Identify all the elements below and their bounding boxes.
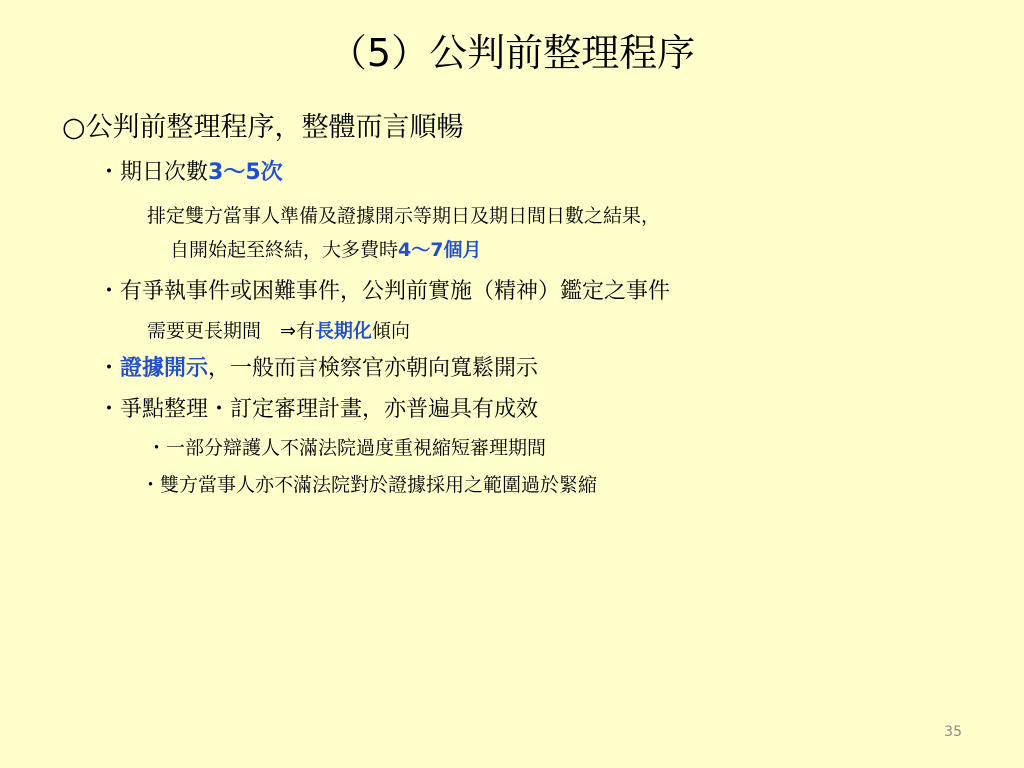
issue-arrangement-detail-1: ・一部分辯護人不滿法院過度重視縮短審理期間	[147, 437, 547, 459]
evidence-disclosure-text: ，一般而言検察官亦朝向寬鬆開示	[208, 356, 539, 381]
bullet-evidence-disclosure	[98, 354, 538, 384]
prolongation-highlight: 長期化	[314, 320, 372, 342]
hearing-duration-text: 自開始起至終結，大多費時	[170, 239, 399, 261]
hearing-duration-highlight: 4～7個月	[398, 239, 482, 261]
page-number: 35	[944, 724, 962, 740]
bullet-issue-arrangement: ・爭點整理・訂定審理計畫，亦普遍具有成效	[98, 397, 539, 422]
bullet-hearing-count	[98, 158, 283, 188]
evidence-disclosure-highlight: 證據開示	[120, 356, 209, 381]
bullet-disputed-cases: ・有爭執事件或困難事件，公判前實施（精神）鑑定之事件	[98, 279, 671, 304]
main-heading: ○公判前整理程序，整體而言順暢	[62, 112, 464, 143]
hearing-count-detail-1: 排定雙方當事人準備及證據開示等期日及期日間日數之結果，	[147, 205, 661, 227]
disputed-cases-detail	[147, 318, 410, 344]
disputed-cases-suffix: 傾向	[371, 320, 410, 342]
slide-title: （5）公判前整理程序	[328, 31, 696, 75]
bullet-hearing-count-text: ・期日次數	[98, 160, 209, 185]
hearing-count-detail-2	[170, 237, 481, 263]
evidence-bullet-mark: ・	[98, 356, 121, 381]
disputed-cases-prefix: 需要更長期間 ⇒有	[147, 320, 315, 342]
issue-arrangement-detail-2: ・雙方當事人亦不滿法院對於證據採用之範圍過於緊縮	[141, 474, 598, 496]
hearing-count-highlight: 3～5次	[208, 160, 283, 185]
